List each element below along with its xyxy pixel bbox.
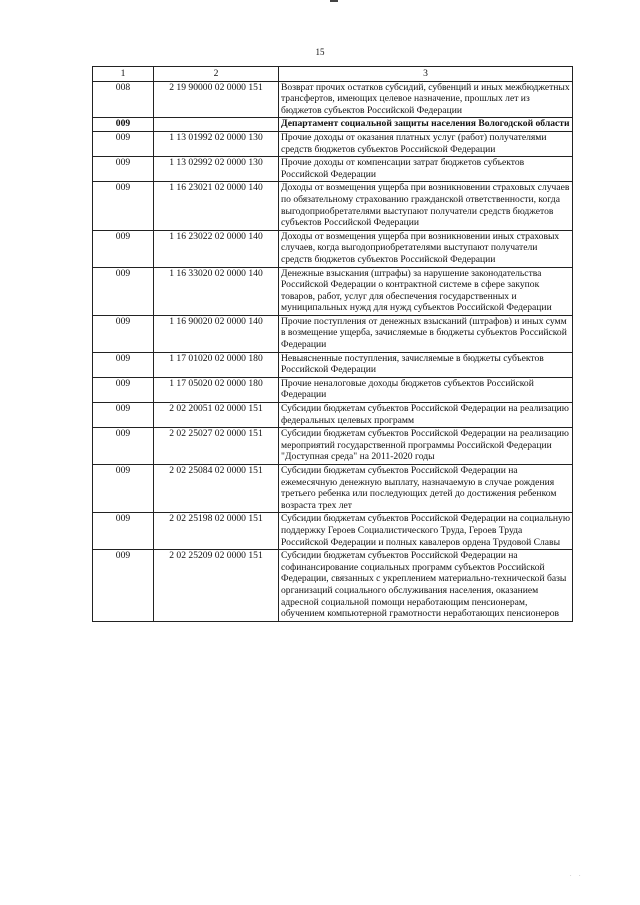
admin-code-cell: 009 — [93, 118, 154, 132]
budget-code-cell: 2 02 20051 02 0000 151 — [154, 403, 279, 428]
budget-code-cell: 1 17 01020 02 0000 180 — [154, 352, 279, 377]
admin-code-cell: 009 — [93, 157, 154, 182]
description-cell: Прочие поступления от денежных взысканий (штрафов) и иных сумм в возмещение ущерба, зачисляемые в бюджеты субъектов Российской Федерации — [279, 315, 573, 352]
table-body — [93, 81, 573, 621]
description-cell: Прочие доходы от компенсации затрат бюджетов субъектов Российской Федерации — [279, 157, 573, 182]
admin-code-cell: 009 — [93, 352, 154, 377]
description-cell: Невыясненные поступления, зачисляемые в бюджеты субъектов Российской Федерации — [279, 352, 573, 377]
page-number: 15 — [315, 47, 325, 57]
description-cell: Доходы от возмещения ущерба при возникновении страховых случаев по обязательному страхованию гражданской ответственности, когда выгодоприобретателями выступают получатели средств бюджетов субъектов Российской Федерации — [279, 182, 573, 230]
table-row — [93, 513, 573, 550]
table-row — [93, 182, 573, 230]
description-cell: Возврат прочих остатков субсидий, субвенций и иных межбюджетных трансфертов, имеющих целевое назначение, прошлых лет из бюджетов субъектов Российской Федерации — [279, 81, 573, 118]
budget-code-cell: 1 13 02992 02 0000 130 — [154, 157, 279, 182]
budget-code-cell: 1 16 90020 02 0000 140 — [154, 315, 279, 352]
admin-code-cell: 009 — [93, 428, 154, 465]
description-cell: Субсидии бюджетам субъектов Российской Федерации на реализацию мероприятий государственной программы Российской Федерации "Доступная среда" на 2011-2020 годы — [279, 428, 573, 465]
table-row — [93, 118, 573, 132]
budget-code-cell: 1 16 23022 02 0000 140 — [154, 230, 279, 267]
description-cell: Субсидии бюджетам субъектов Российской Федерации на реализацию федеральных целевых программ — [279, 403, 573, 428]
table-row — [93, 403, 573, 428]
table-row — [93, 550, 573, 622]
description-cell: Доходы от возмещения ущерба при возникновении иных страховых случаев, когда выгодоприобретателями выступают получатели средств бюджетов субъектов Российской Федерации — [279, 230, 573, 267]
description-cell: Прочие неналоговые доходы бюджетов субъектов Российской Федерации — [279, 377, 573, 402]
admin-code-cell: 009 — [93, 182, 154, 230]
revenue-codes-table — [92, 66, 573, 622]
table-row — [93, 267, 573, 315]
admin-code-cell: 009 — [93, 315, 154, 352]
admin-code-cell: 009 — [93, 267, 154, 315]
admin-code-cell: 009 — [93, 377, 154, 402]
budget-code-cell: 1 13 01992 02 0000 130 — [154, 131, 279, 156]
admin-code-cell: 009 — [93, 230, 154, 267]
footer-mark: . . — [570, 872, 584, 878]
budget-code-cell — [154, 118, 279, 132]
description-cell: Субсидии бюджетам субъектов Российской Федерации на софинансирование социальных программ субъектов Российской Федерации, связанных с укреплением материально-технической базы организаций социального обслуживания населения, оказанием адресной социальной помощи неработающим пенсионерам, обучением компьютерной грамотности неработающих пенсионеров — [279, 550, 573, 622]
budget-code-cell: 1 17 05020 02 0000 180 — [154, 377, 279, 402]
admin-code-cell: 009 — [93, 131, 154, 156]
admin-code-cell: 009 — [93, 465, 154, 513]
description-cell: Субсидии бюджетам субъектов Российской Федерации на социальную поддержку Героев Социалистического Труда, Героев Труда Российской Федерации и полных кавалеров ордена Трудовой Славы — [279, 513, 573, 550]
description-cell: Прочие доходы от оказания платных услуг (работ) получателями средств бюджетов субъектов Российской Федерации — [279, 131, 573, 156]
admin-code-cell: 009 — [93, 513, 154, 550]
table-row — [93, 428, 573, 465]
table-row — [93, 465, 573, 513]
description-cell: Субсидии бюджетам субъектов Российской Федерации на ежемесячную денежную выплату, назначаемую в случае рождения третьего ребенка или последующих детей до достижения ребенком возраста трех лет — [279, 465, 573, 513]
budget-code-cell: 2 02 25198 02 0000 151 — [154, 513, 279, 550]
budget-code-cell: 1 16 23021 02 0000 140 — [154, 182, 279, 230]
description-cell: Денежные взыскания (штрафы) за нарушение законодательства Российской Федерации о контрактной системе в сфере закупок товаров, работ, услуг для обеспечения государственных и муниципальных нужд для нужд субъектов Российской Федерации — [279, 267, 573, 315]
table-row — [93, 230, 573, 267]
table-row — [93, 377, 573, 402]
admin-code-cell: 009 — [93, 550, 154, 622]
budget-code-cell: 2 02 25209 02 0000 151 — [154, 550, 279, 622]
budget-code-cell: 2 19 90000 02 0000 151 — [154, 81, 279, 118]
table-row — [93, 157, 573, 182]
table-row — [93, 352, 573, 377]
description-cell: Департамент социальной защиты населения Вологодской области — [279, 118, 573, 132]
budget-code-cell: 2 02 25084 02 0000 151 — [154, 465, 279, 513]
header-col-2: 2 — [154, 67, 279, 82]
table-header-row — [93, 67, 573, 82]
header-col-3: 3 — [279, 67, 573, 82]
admin-code-cell: 009 — [93, 403, 154, 428]
scan-artifact-mark — [330, 0, 338, 2]
admin-code-cell: 008 — [93, 81, 154, 118]
table-row — [93, 131, 573, 156]
header-col-1: 1 — [93, 67, 154, 82]
budget-code-cell: 1 16 33020 02 0000 140 — [154, 267, 279, 315]
table-row — [93, 315, 573, 352]
budget-code-cell: 2 02 25027 02 0000 151 — [154, 428, 279, 465]
table-row — [93, 81, 573, 118]
